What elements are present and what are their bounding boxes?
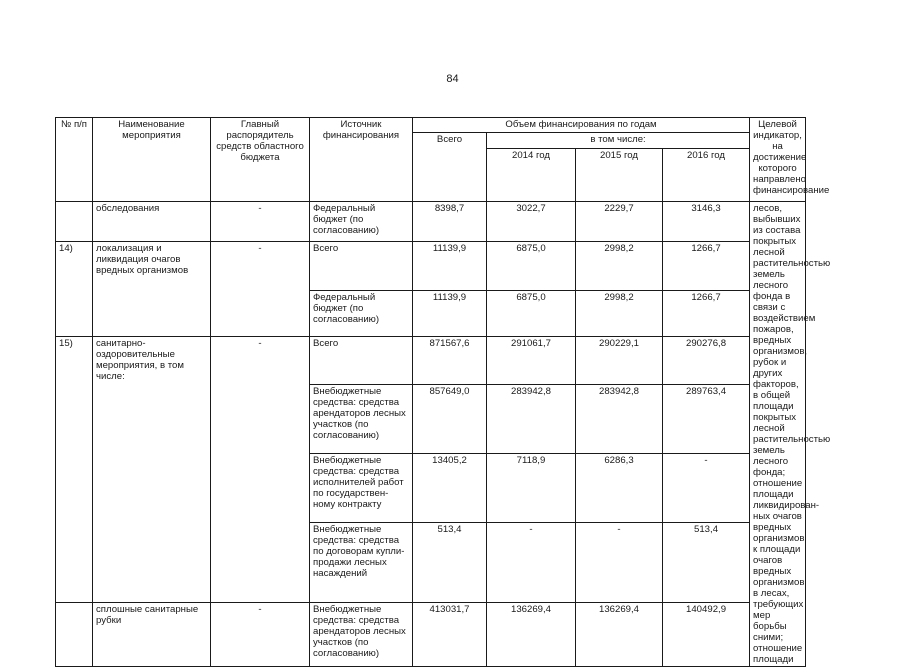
row-2016: 140492,9 [663, 603, 750, 667]
row-2015: 6286,3 [576, 454, 663, 523]
row-2014: - [487, 523, 576, 603]
header-total: Всего [413, 133, 487, 202]
row-num [56, 603, 93, 667]
row-total: 8398,7 [413, 202, 487, 242]
indicator-text: лесов, выбывших из состава покрытых лесной растительностью земель лесного фонда в связи с воздействием пожаров, вредных организмов, рубок и других факторов, в общей площади покрытых лесной растительностью земель лесного фонда; отношение площади ликвидирован-ных очагов вредных организмов к площади очагов вредных организмов в лесах, требующих мер борьбы сними; отношение площади [750, 202, 806, 667]
row-2015: - [576, 523, 663, 603]
header-volume: Объем финансирования по годам [413, 118, 750, 133]
row-num [56, 202, 93, 242]
row-2015: 136269,4 [576, 603, 663, 667]
header-including: в том числе: [487, 133, 750, 149]
header-2014: 2014 год [487, 149, 576, 202]
row-2016: - [663, 454, 750, 523]
row-2015: 283942,8 [576, 385, 663, 454]
row-source: Федеральный бюджет (по согласованию) [310, 202, 413, 242]
page-number: 84 [446, 73, 459, 85]
row-2016: 3146,3 [663, 202, 750, 242]
row-2016: 513,4 [663, 523, 750, 603]
row-2015: 2229,7 [576, 202, 663, 242]
table-row [56, 242, 806, 291]
row-total: 513,4 [413, 523, 487, 603]
row-name: санитарно-оздоровительные мероприятия, в том числе: [93, 337, 211, 603]
row-total: 13405,2 [413, 454, 487, 523]
row-2015: 2998,2 [576, 242, 663, 291]
row-num: 15) [56, 337, 93, 603]
row-total: 11139,9 [413, 291, 487, 337]
header-source: Источник финансирования [310, 118, 413, 202]
row-name: сплошные санитарные рубки [93, 603, 211, 667]
row-2014: 6875,0 [487, 242, 576, 291]
row-manager: - [211, 242, 310, 337]
row-source: Федеральный бюджет (по согласованию) [310, 291, 413, 337]
row-total: 413031,7 [413, 603, 487, 667]
row-name: обследования [93, 202, 211, 242]
row-source: Внебюджетные средства: средства арендаторов лесных участков (по согласованию) [310, 385, 413, 454]
row-2016: 1266,7 [663, 242, 750, 291]
row-name: локализация и ликвидация очагов вредных организмов [93, 242, 211, 337]
row-2014: 3022,7 [487, 202, 576, 242]
row-total: 857649,0 [413, 385, 487, 454]
header-num: № п/п [56, 118, 93, 202]
row-2014: 7118,9 [487, 454, 576, 523]
row-2016: 289763,4 [663, 385, 750, 454]
row-2014: 6875,0 [487, 291, 576, 337]
row-manager: - [211, 337, 310, 603]
header-indicator: Целевой индикатор, на достижение которого направлено финансирование [750, 118, 806, 202]
row-2014: 283942,8 [487, 385, 576, 454]
header-manager: Главный распорядитель средств областного бюджета [211, 118, 310, 202]
row-2016: 1266,7 [663, 291, 750, 337]
row-num: 14) [56, 242, 93, 337]
row-source: Внебюджетные средства: средства исполнителей работ по государствен-ному контракту [310, 454, 413, 523]
row-2014: 136269,4 [487, 603, 576, 667]
row-source: Внебюджетные средства: средства по договорам купли-продажи лесных насаждений [310, 523, 413, 603]
financing-table [55, 117, 831, 667]
row-2015: 290229,1 [576, 337, 663, 385]
row-manager: - [211, 603, 310, 667]
row-total: 871567,6 [413, 337, 487, 385]
header-2016: 2016 год [663, 149, 750, 202]
header-2015: 2015 год [576, 149, 663, 202]
row-2014: 291061,7 [487, 337, 576, 385]
row-source: Внебюджетные средства: средства арендаторов лесных участков (по согласованию) [310, 603, 413, 667]
row-source: Всего [310, 242, 413, 291]
row-manager: - [211, 202, 310, 242]
row-2015: 2998,2 [576, 291, 663, 337]
table-row [56, 202, 806, 242]
table-row [56, 337, 806, 385]
header-name: Наименование мероприятия [93, 118, 211, 202]
row-source: Всего [310, 337, 413, 385]
row-2016: 290276,8 [663, 337, 750, 385]
row-total: 11139,9 [413, 242, 487, 291]
table-row [56, 603, 806, 667]
